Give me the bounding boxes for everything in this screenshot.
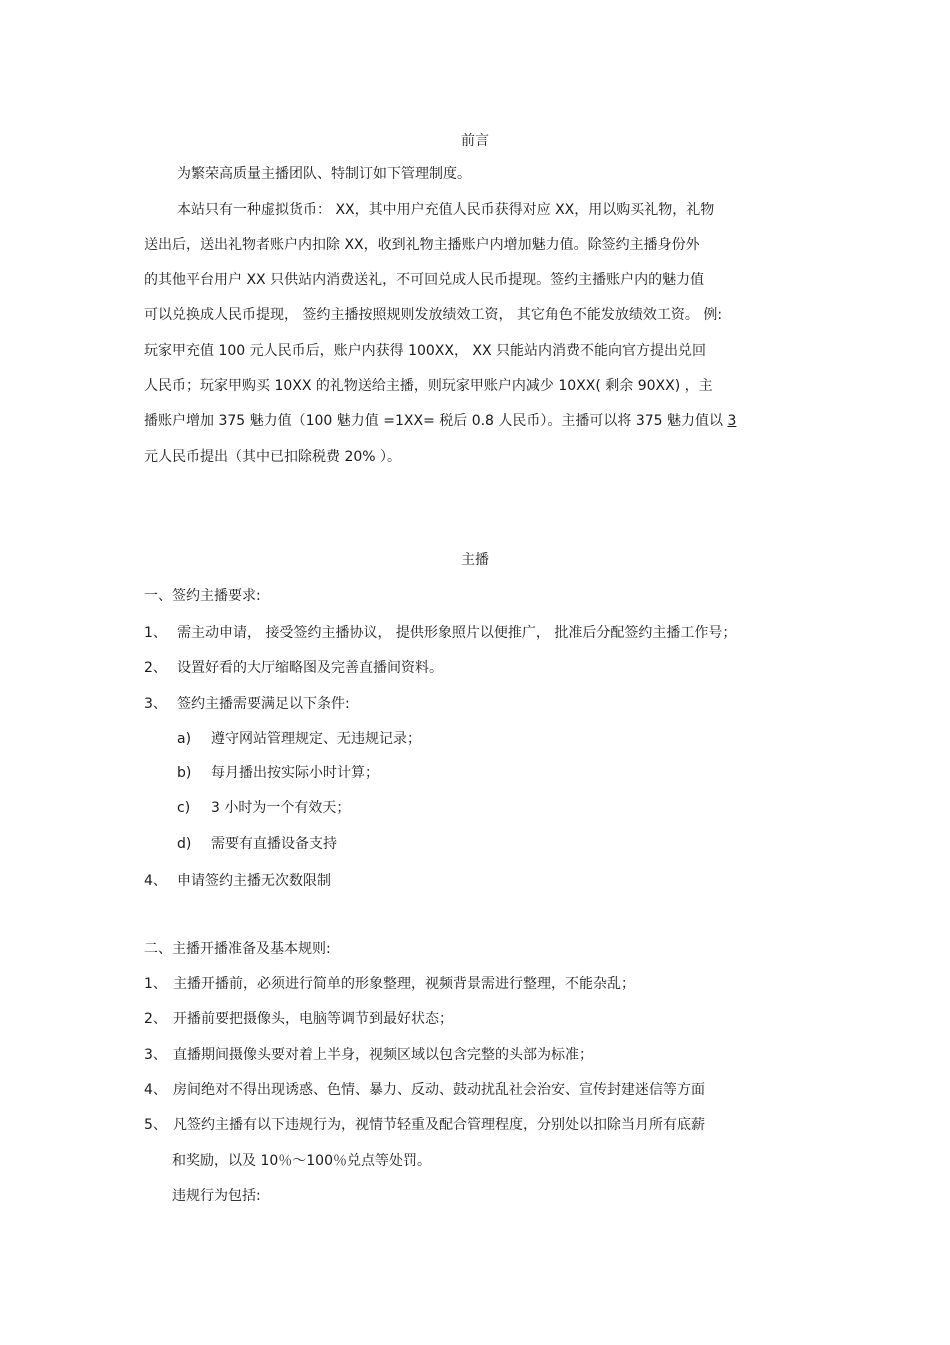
preface-title: 前言 <box>461 133 489 149</box>
sec1-item-2-num: 2、 <box>144 660 167 676</box>
sec2-item-2-num: 2、 <box>144 1011 167 1027</box>
sub-d-text: 需要有直播设备支持 <box>211 836 337 852</box>
preface-line-1: 为繁荣高质量主播团队、特制订如下管理制度。 <box>177 166 471 182</box>
sec2-item-3-num: 3、 <box>144 1047 167 1063</box>
sub-d-label: d) <box>177 836 192 852</box>
sec2-item-2-text: 开播前要把摄像头，电脑等调节到最好状态； <box>173 1011 453 1027</box>
sec1-item-1-num: 1、 <box>144 625 167 641</box>
sec1-item-4-text: 申请签约主播无次数限制 <box>177 873 331 889</box>
sec2-item-4-num: 4、 <box>144 1082 167 1098</box>
anchor-title: 主播 <box>461 552 489 568</box>
sec1-heading: 一、签约主播要求: <box>144 588 261 604</box>
sec2-item-5-num: 5、 <box>144 1117 167 1133</box>
violations-label: 违规行为包括: <box>172 1188 261 1204</box>
sub-c-text: 3 小时为一个有效天； <box>211 800 351 816</box>
sub-a-label: a) <box>177 731 192 747</box>
sub-a-text: 遵守网站管理规定、无违规记录； <box>211 731 421 747</box>
sub-b-label: b) <box>177 765 192 781</box>
preface-line-8 <box>144 411 736 431</box>
sub-c-label: c) <box>177 800 191 816</box>
sec2-item-5-cont: 和奖励，以及 10％～100％兑点等处罚。 <box>172 1153 431 1169</box>
preface-line-6: 玩家甲充值 100 元人民币后，账户内获得 100XX， XX 只能站内消费不能向官方提出兑回 <box>144 343 707 359</box>
sec2-item-5-text: 凡签约主播有以下违规行为，视情节轻重及配合管理程度，分别处以扣除当月所有底薪 <box>173 1117 705 1133</box>
sec1-item-2-text: 设置好看的大厅缩略图及完善直播间资料。 <box>177 660 443 676</box>
preface-underlined-char: 3 <box>727 413 737 429</box>
sec1-item-1-text: 需主动申请， 接受签约主播协议， 提供形象照片以便推广， 批准后分配签约主播工作号； <box>177 625 737 641</box>
preface-line-2: 本站只有一种虚拟货币： XX，其中用户充值人民币获得对应 XX，用以购买礼物，礼物 <box>177 202 715 218</box>
sec1-item-3-num: 3、 <box>144 696 167 712</box>
sub-b-text: 每月播出按实际小时计算； <box>211 765 379 781</box>
sec2-heading: 二、主播开播准备及基本规则: <box>144 941 331 957</box>
preface-line-7: 人民币；玩家甲购买 10XX 的礼物送给主播，则玩家甲账户内减少 10XX( 剩余 90XX) ，主 <box>144 378 713 394</box>
sec2-item-4-text: 房间绝对不得出现诱惑、色情、暴力、反动、鼓动扰乱社会治安、宣传封建迷信等方面 <box>173 1082 705 1098</box>
preface-line-8-text: 播账户增加 375 魅力值（100 魅力值 =1XX= 税后 0.8 人民币）。主播可以将 375 魅力值以 <box>144 413 728 429</box>
sec2-item-1-num: 1、 <box>144 976 167 992</box>
sec1-item-3-text: 签约主播需要满足以下条件: <box>177 696 350 712</box>
preface-line-3: 送出后，送出礼物者账户内扣除 XX，收到礼物主播账户内增加魅力值。除签约主播身份外 <box>144 237 700 253</box>
preface-line-5: 可以兑换成人民币提现， 签约主播按照规则发放绩效工资， 其它角色不能发放绩效工资。 例: <box>144 307 723 323</box>
sec2-item-3-text: 直播期间摄像头要对着上半身，视频区域以包含完整的头部为标准； <box>173 1047 593 1063</box>
preface-line-9: 元人民币提出（其中已扣除税费 20% ）。 <box>144 449 402 465</box>
preface-line-4: 的其他平台用户 XX 只供站内消费送礼，不可回兑成人民币提现。签约主播账户内的魅力值 <box>144 272 705 288</box>
sec2-item-1-text: 主播开播前，必须进行简单的形象整理，视频背景需进行整理，不能杂乱； <box>173 976 635 992</box>
sec1-item-4-num: 4、 <box>144 873 167 889</box>
